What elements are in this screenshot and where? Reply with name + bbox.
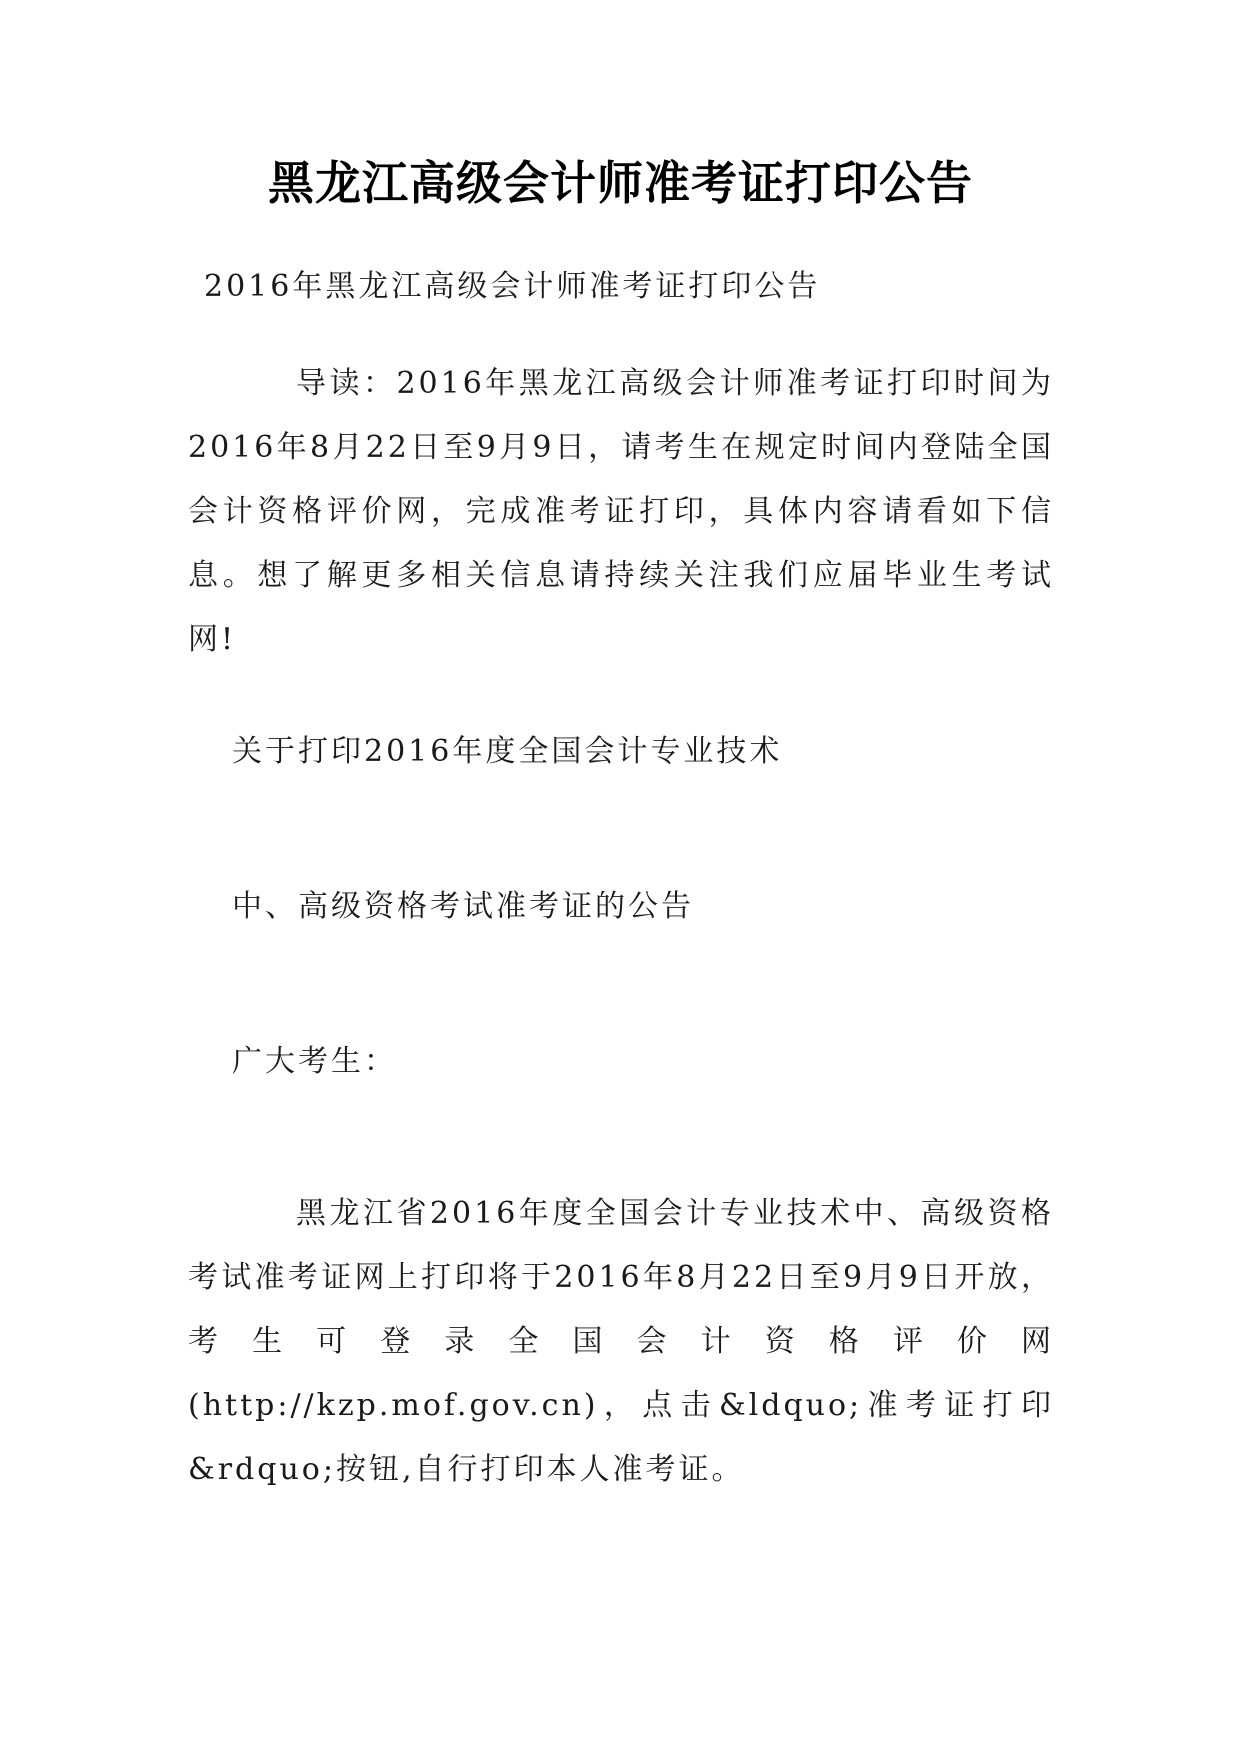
document-title: 黑龙江高级会计师准考证打印公告 [268,156,973,210]
notice-title-line-2: 中、高级资格考试准考证的公告 [232,889,694,924]
body-paragraph: 黑龙江省2016年度全国会计专业技术中、高级资格考试准考证网上打印将于2016年8月22日至9月9日开放，考生可登录全国会计资格评价网(http://kzp.mof.gov.cn)，点击&ldquo;准考证打印&rdquo;按钮,自行打印本人准考证。 [188,1196,1054,1487]
intro-paragraph: 导读：2016年黑龙江高级会计师准考证打印时间为2016年8月22日至9月9日，请考生在规定时间内登陆全国会计资格评价网，完成准考证打印，具体内容请看如下信息。想了解更多相关信息请持续关注我们应届毕业生考试网! [188,366,1054,657]
document-subtitle: 2016年黑龙江高级会计师准考证打印公告 [204,269,821,304]
salutation: 广大考生： [232,1044,397,1079]
notice-title-line-1: 关于打印2016年度全国会计专业技术 [232,734,783,769]
